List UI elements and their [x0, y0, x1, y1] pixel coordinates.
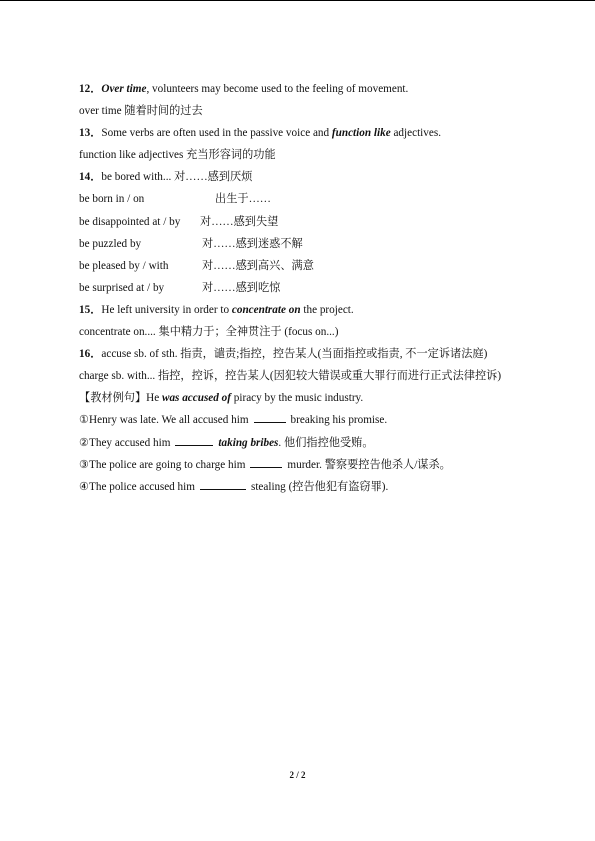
exercise-text: . 他们指控他受贿。 — [278, 436, 374, 449]
textbook-example — [79, 387, 549, 409]
item-14 — [79, 166, 549, 188]
key-phrase: function like — [331, 127, 391, 140]
exercise-text: ②They accused him — [79, 436, 171, 449]
exercise-text: stealing (控告他犯有盗窃罪). — [250, 480, 389, 493]
item-12-note: over time 随着时间的过去 — [79, 105, 203, 118]
item-15-note: concentrate on.... 集中精力于；全神贯注于 (focus on...) — [79, 326, 339, 339]
item-number: 15． — [79, 303, 102, 316]
answer-blank[interactable] — [175, 435, 213, 446]
sentence-text: He left university in order to — [101, 303, 232, 316]
example-label: 【教材例句】 — [79, 392, 147, 405]
item-number: 14． — [79, 171, 102, 184]
item-13 — [79, 122, 549, 144]
phrase-meaning: 出生于…… — [215, 193, 271, 206]
sentence-text: Some verbs are often used in the passive voice and — [101, 127, 332, 140]
answer-blank[interactable] — [200, 479, 246, 490]
item-16-charge: charge sb. with... 指控，控诉，控告某人(因犯较大错误或重大罪行而进行正式法律控诉) — [79, 370, 502, 383]
exercise-2 — [79, 432, 549, 454]
definition-text: accuse sb. of sth. 指责，谴责;指控，控告某人(当面指控或指责, 不一定诉诸法庭) — [101, 348, 488, 361]
item-number: 13． — [79, 127, 102, 140]
phrase-head: be bored with... 对……感到厌烦 — [101, 171, 253, 184]
phrase-text: be disappointed at / by — [79, 215, 181, 228]
sentence-text: He — [146, 392, 162, 405]
phrase-text: be puzzled by — [79, 237, 142, 250]
exercise-4 — [79, 476, 549, 498]
key-phrase: concentrate on — [231, 303, 301, 316]
sentence-text: the project. — [300, 303, 354, 316]
document-body — [79, 78, 549, 498]
item-number: 12． — [79, 83, 102, 95]
phrase-meaning: 对……感到迷惑不解 — [202, 237, 303, 250]
phrase-row — [79, 233, 549, 255]
exercise-text: ③The police are going to charge him — [79, 458, 246, 471]
item-15 — [79, 299, 549, 321]
phrase-text: be pleased by / with — [79, 259, 169, 272]
exercise-3 — [79, 454, 549, 476]
key-phrase: taking bribes — [218, 436, 279, 449]
key-phrase: was accused of — [161, 392, 231, 405]
exercise-text: murder. 警察要控告他杀人/谋杀。 — [287, 458, 451, 471]
exercise-text: ①Henry was late. We all accused him — [79, 414, 249, 427]
phrase-row — [79, 211, 549, 233]
sentence-text: , volunteers may become used to the feeling of movement. — [146, 83, 409, 95]
exercise-text: breaking his promise. — [290, 414, 388, 427]
page-number: 2 / 2 — [289, 770, 306, 780]
phrase-meaning: 对……感到吃惊 — [202, 281, 281, 294]
phrase-meaning: 对……感到失望 — [200, 215, 279, 228]
answer-blank[interactable] — [250, 457, 282, 468]
top-rule — [0, 0, 595, 1]
item-12 — [79, 78, 549, 100]
item-number: 16． — [79, 348, 102, 361]
phrase-row — [79, 277, 549, 299]
exercise-1 — [79, 409, 549, 431]
key-phrase: Over time — [101, 83, 147, 95]
sentence-text: piracy by the music industry. — [230, 392, 364, 405]
sentence-text: adjectives. — [390, 127, 441, 140]
item-13-note: function like adjectives 充当形容词的功能 — [79, 149, 276, 162]
answer-blank[interactable] — [254, 412, 286, 423]
item-16 — [79, 343, 549, 365]
phrase-meaning: 对……感到高兴、满意 — [202, 259, 314, 272]
phrase-row — [79, 255, 549, 277]
phrase-row — [79, 188, 549, 210]
phrase-text: be surprised at / by — [79, 281, 165, 294]
exercise-text: ④The police accused him — [79, 480, 195, 493]
phrase-text: be born in / on — [79, 193, 145, 206]
